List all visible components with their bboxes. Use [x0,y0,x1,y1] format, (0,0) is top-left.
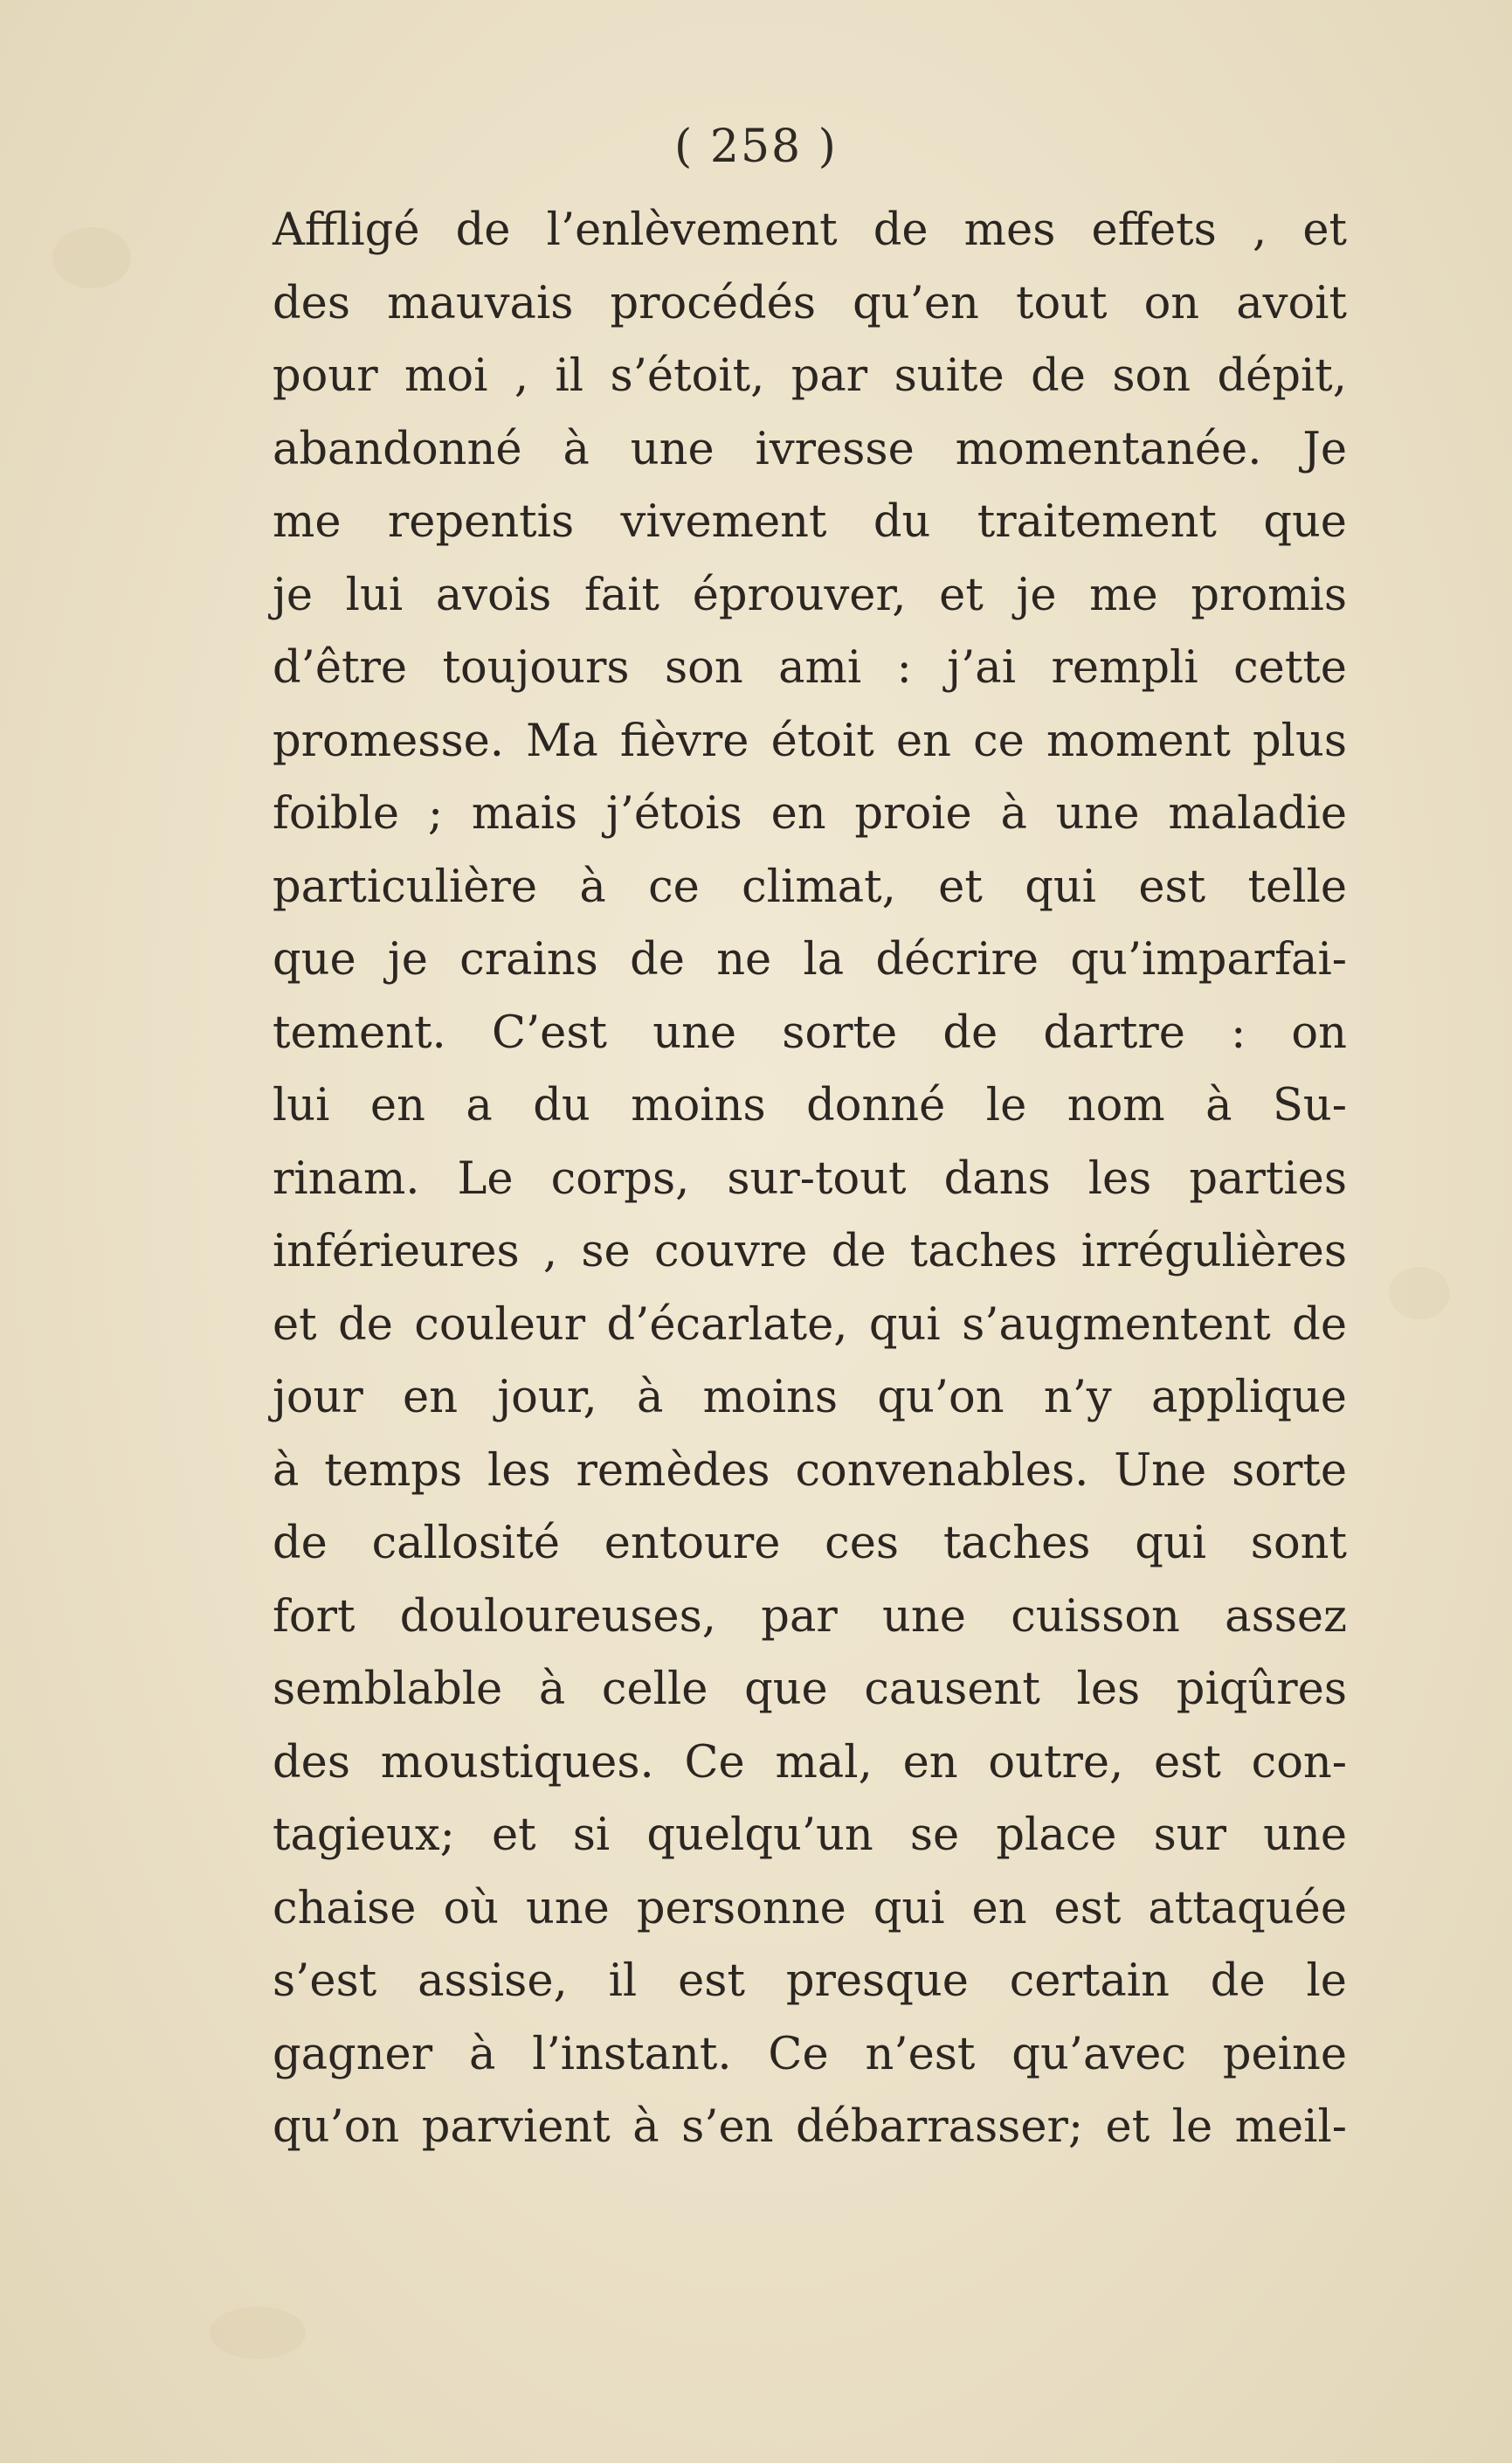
text-line: fort douloureuses, par une cuisson assez [273,1590,1347,1643]
text-line: de callosité entoure ces taches qui sont [273,1518,1347,1569]
text-line: promesse. Ma fièvre étoit en ce moment plus [273,715,1347,767]
text-line: pour moi , il s’étoit, par suite de son dépit, [273,350,1347,402]
text-line: des moustiques. Ce mal, en outre, est con- [273,1736,1347,1788]
text-line: foible ; mais j’étois en proie à une maladie [273,788,1347,840]
text-line: je lui avois fait éprouver, et je me promis [273,569,1347,621]
text-line: rinam. Le corps, sur-tout dans les parties [273,1152,1347,1205]
text-line: me repentis vivement du traitement que [273,496,1347,548]
text-line: jour en jour, à moins qu’on n’y applique [273,1372,1347,1423]
text-line: que je crains de ne la décrire qu’imparfai- [273,934,1347,986]
text-line: s’est assise, il est presque certain de le [273,1955,1347,2007]
paper-stain [210,2307,306,2359]
text-line: tagieux; et si quelqu’un se place sur une [273,1809,1347,1861]
text-line: et de couleur d’écarlate, qui s’augmentent de [273,1298,1347,1351]
page-number: ( 258 ) [674,121,838,173]
paper-stain [1389,1267,1450,1319]
text-line: des mauvais procédés qu’en tout on avoit [273,277,1347,329]
text-line: qu’on parvient à s’en débarrasser; et le meil- [273,2101,1347,2153]
text-line: inférieures , se couvre de taches irrégulières [273,1226,1347,1277]
text-line: chaise où une personne qui en est attaquée [273,1882,1347,1934]
body-text [273,194,1347,2164]
text-line: gagner à l’instant. Ce n’est qu’avec peine [273,2028,1347,2080]
text-line: particulière à ce climat, et qui est telle [273,861,1347,913]
text-line: d’être toujours son ami : j’ai rempli cette [273,642,1347,694]
text-line: Affligé de l’enlèvement de mes effets , et [273,204,1347,256]
text-line: semblable à celle que causent les piqûres [273,1664,1347,1715]
text-line: tement. C’est une sorte de dartre : on [273,1007,1347,1059]
text-line: lui en a du moins donné le nom à Su- [273,1080,1347,1131]
text-line: abandonné à une ivresse momentanée. Je [273,423,1347,475]
text-line: à temps les remèdes convenables. Une sorte [273,1444,1347,1497]
paper-stain [52,227,131,288]
